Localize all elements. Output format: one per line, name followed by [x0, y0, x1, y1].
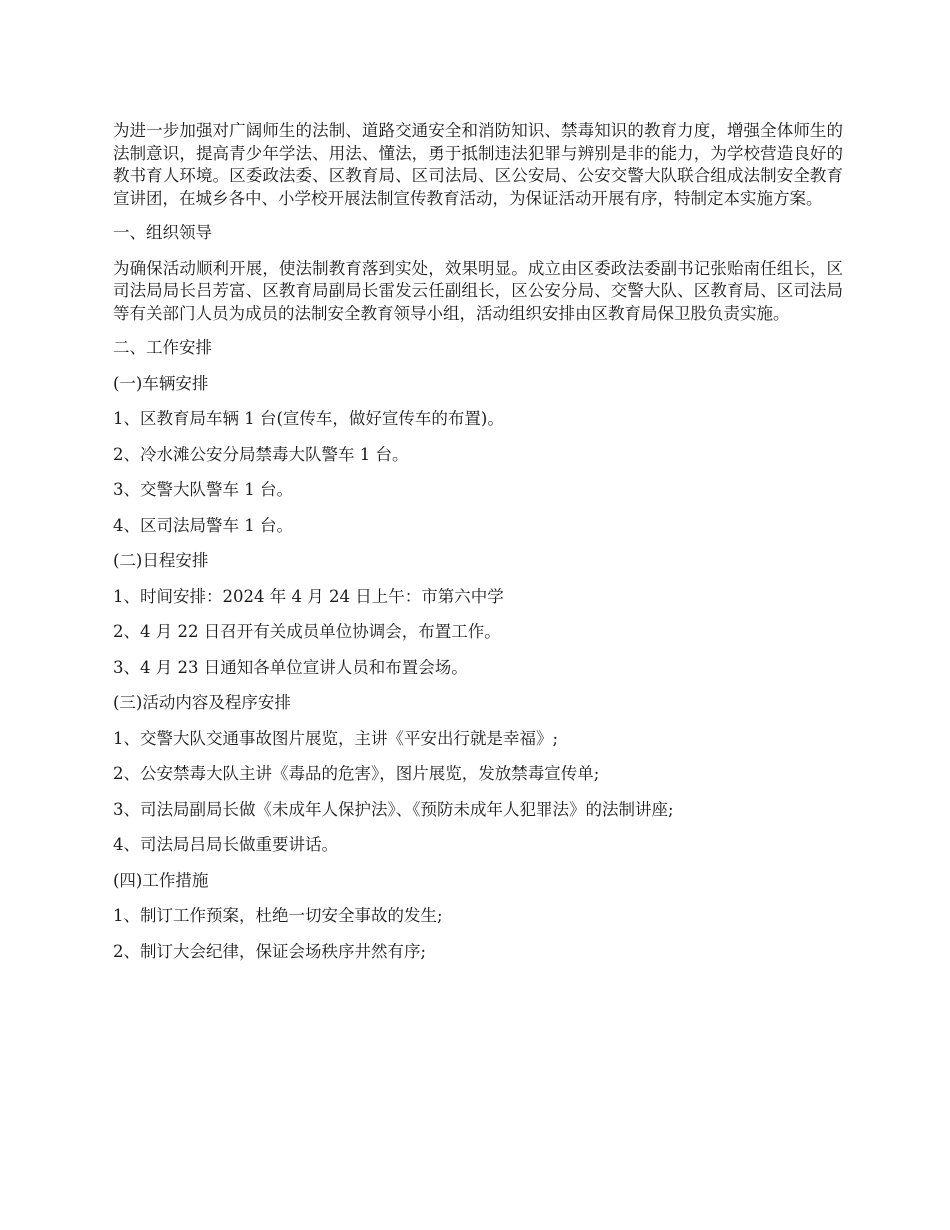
list-item-vehicle: 1、区教育局车辆 1 台(宣传车，做好宣传车的布置)。 — [113, 409, 504, 428]
document-body — [113, 120, 843, 976]
subheading-work-measures: (四)工作措施 — [113, 870, 209, 890]
list-item-measure: 2、制订大会纪律，保证会场秩序井然有序; — [113, 941, 427, 961]
subheading-activity-content: (三)活动内容及程序安排 — [113, 693, 291, 712]
list-item-measure: 1、制订工作预案，杜绝一切安全事故的发生; — [113, 906, 443, 925]
list-item-schedule: 1、时间安排：2024 年 4 月 24 日上午：市第六中学 — [113, 586, 504, 606]
subheading-vehicles: (一)车辆安排 — [113, 373, 209, 393]
section-heading-work-arrangement: 二、工作安排 — [113, 338, 212, 357]
list-item-activity: 1、交警大队交通事故图片展览，主讲《平安出行就是幸福》; — [113, 728, 559, 748]
list-item-activity: 2、公安禁毒大队主讲《毒品的危害》，图片展览，发放禁毒宣传单; — [113, 764, 600, 783]
subheading-schedule: (二)日程安排 — [113, 551, 209, 570]
list-item-vehicle: 2、冷水滩公安分局禁毒大队警车 1 台。 — [113, 444, 409, 464]
intro-paragraph: 为进一步加强对广阔师生的法制、道路交通安全和消防知识、禁毒知识的教育力度，增强全体师生的法制意识，提高青少年学法、用法、懂法，勇于抵制违法犯罪与辨别是非的能力，为学校营造良好的教书育人环境。区委政法委、区教育局、区司法局、区公安局、公安交警大队联合组成法制安全教育宣讲团，在城乡各中、小学校开展法制宣传教育活动，为保证活动开展有序，特制定本实施方案。 — [113, 121, 843, 208]
list-item-activity: 4、司法局吕局长做重要讲话。 — [113, 835, 338, 854]
list-item-vehicle: 4、区司法局警车 1 台。 — [113, 515, 293, 535]
list-item-activity: 3、司法局副局长做《未成年人保护法》、《预防未成年人犯罪法》的法制讲座; — [113, 799, 674, 819]
list-item-vehicle: 3、交警大队警车 1 台。 — [113, 480, 293, 499]
section-heading-organization: 一、组织领导 — [113, 223, 212, 242]
list-item-schedule: 3、4 月 23 日通知各单位宣讲人员和布置会场。 — [113, 657, 468, 677]
list-item-schedule: 2、4 月 22 日召开有关成员单位协调会，布置工作。 — [113, 622, 501, 641]
organization-paragraph: 为确保活动顺利开展，使法制教育落到实处，效果明显。成立由区委政法委副书记张贻南任组长，区司法局局长吕芳富、区教育局副局长雷发云任副组长，区公安分局、交警大队、区教育局、区司法局等有关部门人员为成员的法制安全教育领导小组，活动组织安排由区教育局保卫股负责实施。 — [113, 258, 843, 323]
